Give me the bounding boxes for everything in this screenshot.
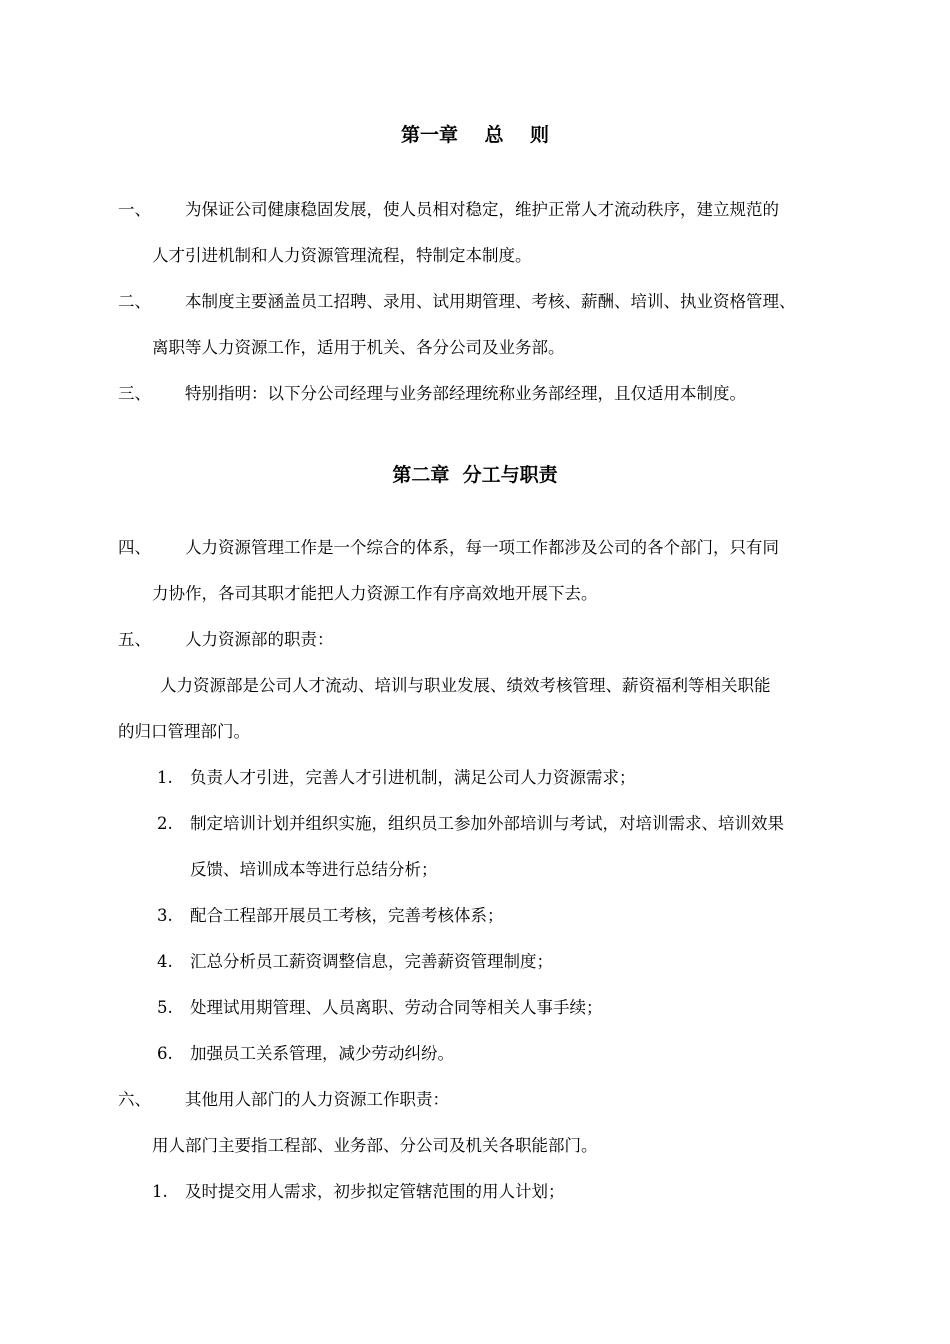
article-1-line-1: 为保证公司健康稳固发展，使人员相对稳定，维护正常人才流动秩序，建立规范的 bbox=[185, 200, 779, 219]
chapter-title-2: 第二章 分工与职责 bbox=[392, 464, 558, 486]
article-6-paragraph: 用人部门主要指工程部、业务部、分公司及机关各职能部门。 bbox=[152, 1136, 598, 1155]
list-item-number: 4. bbox=[157, 952, 173, 971]
article-5-paragraph-line-1: 人力资源部是公司人才流动、培训与职业发展、绩效考核管理、薪资福利等相关职能 bbox=[160, 676, 771, 695]
list-item-number: 2. bbox=[157, 814, 173, 833]
article-2-line-2: 离职等人力资源工作，适用于机关、各分公司及业务部。 bbox=[152, 338, 565, 357]
article-number-3: 三、 bbox=[118, 384, 151, 403]
article-number-2: 二、 bbox=[118, 292, 151, 311]
article-number-5: 五、 bbox=[118, 630, 151, 649]
list-item: 及时提交用人需求，初步拟定管辖范围的用人计划； bbox=[185, 1182, 565, 1201]
list-item: 汇总分析员工薪资调整信息，完善薪资管理制度； bbox=[190, 952, 553, 971]
list-item: 配合工程部开展员工考核，完善考核体系； bbox=[190, 906, 504, 925]
list-item-number: 1. bbox=[157, 768, 173, 787]
article-2-line-1: 本制度主要涵盖员工招聘、录用、试用期管理、考核、薪酬、培训、执业资格管理、 bbox=[185, 292, 796, 311]
article-5-line-1: 人力资源部的职责： bbox=[185, 630, 334, 649]
list-item-number: 5. bbox=[157, 998, 173, 1017]
article-4-line-2: 力协作，各司其职才能把人力资源工作有序高效地开展下去。 bbox=[152, 584, 598, 603]
list-item: 加强员工关系管理，减少劳动纠纷。 bbox=[190, 1044, 454, 1063]
article-3-line-1: 特别指明：以下分公司经理与业务部经理统称业务部经理，且仅适用本制度。 bbox=[185, 384, 746, 403]
article-5-paragraph-line-2: 的归口管理部门。 bbox=[118, 722, 250, 741]
list-item: 制定培训计划并组织实施，组织员工参加外部培训与考试，对培训需求、培训效果 bbox=[190, 814, 784, 833]
list-item: 负责人才引进，完善人才引进机制，满足公司人力资源需求； bbox=[190, 768, 636, 787]
list-item-number: 3. bbox=[157, 906, 173, 925]
article-4-line-1: 人力资源管理工作是一个综合的体系，每一项工作都涉及公司的各个部门，只有同 bbox=[185, 538, 779, 557]
article-1-line-2: 人才引进机制和人力资源管理流程，特制定本制度。 bbox=[152, 246, 532, 265]
list-item-number: 1. bbox=[152, 1182, 168, 1201]
list-item: 处理试用期管理、人员离职、劳动合同等相关人事手续； bbox=[190, 998, 603, 1017]
article-6-line-1: 其他用人部门的人力资源工作职责： bbox=[185, 1090, 449, 1109]
article-number-4: 四、 bbox=[118, 538, 151, 557]
article-number-1: 一、 bbox=[118, 200, 151, 219]
chapter-title-1: 第一章 总 则 bbox=[401, 124, 549, 146]
article-number-6: 六、 bbox=[118, 1090, 151, 1109]
list-item-number: 6. bbox=[157, 1044, 173, 1063]
list-item-continuation: 反馈、培训成本等进行总结分析； bbox=[190, 860, 438, 879]
